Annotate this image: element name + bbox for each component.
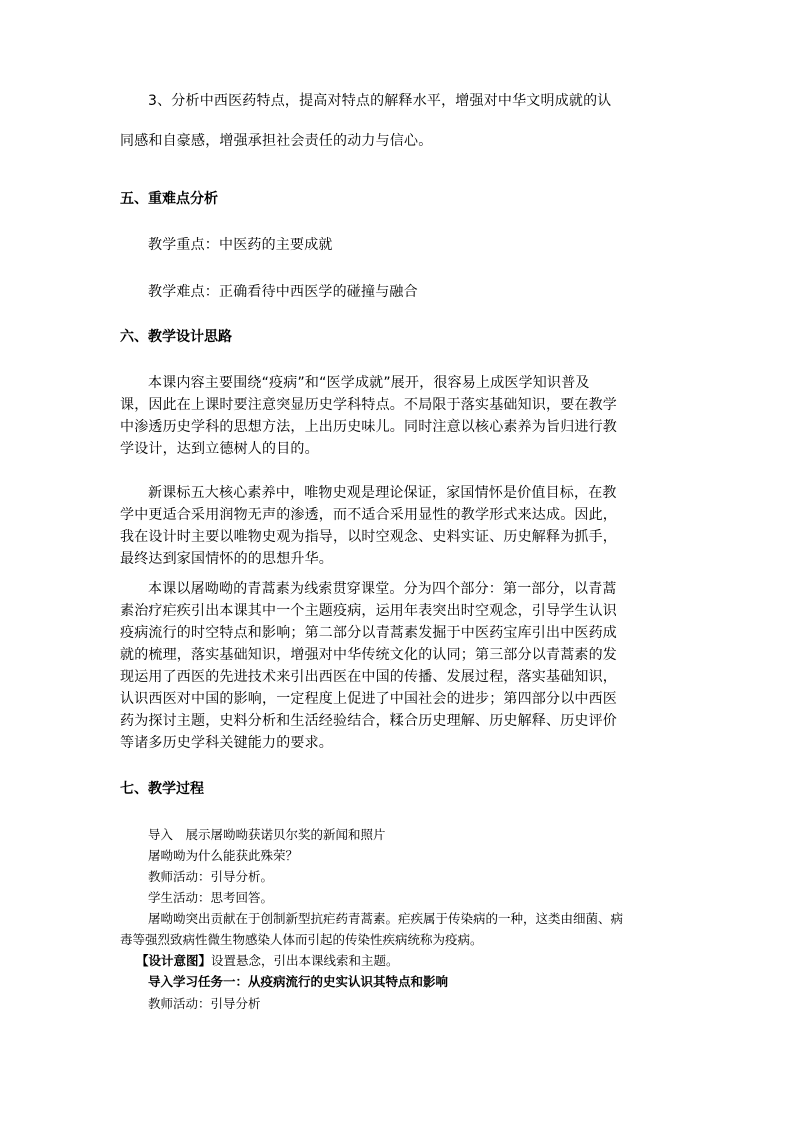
paragraph-1-line: 本课内容主要围绕“疫病”和“医学成就”展开，很容易上成医学知识普及 (148, 375, 590, 391)
paragraph-3-line: 本课以屠呦呦的青蒿素为线索贯穿课堂。分为四个部分：第一部分，以青蒿 (148, 581, 617, 597)
paragraph-1-line: 课，因此在上课时要注意突显历史学科特点。不局限于落实基础知识，要在教学 (120, 397, 617, 413)
design-intent-text: 设置悬念，引出本课线索和主题。 (211, 953, 399, 968)
section-6-heading: 六、教学设计思路 (120, 329, 232, 345)
paragraph-3-line: 就的梳理，落实基础知识，增强对中华传统文化的认同；第三部分以青蒿素的发 (120, 647, 617, 663)
explanation-line-1: 屠呦呦突出贡献在于创制新型抗疟药青蒿素。疟疾属于传染病的一种，这类由细菌、病 (148, 911, 624, 926)
explanation-line-2: 毒等强烈致病性微生物感染人体而引起的传染性疾病统称为疫病。 (120, 932, 483, 947)
intro-line: 导入 展示屠呦呦获诺贝尔奖的新闻和照片 (148, 827, 386, 842)
paragraph-2-line: 新课标五大核心素养中，唯物史观是理论保证，家国情怀是价值目标，在教 (148, 485, 617, 501)
intro-question: 屠呦呦为什么能获此殊荣？ (148, 848, 299, 863)
goal-3-line-2: 同感和自豪感，增强承担社会责任的动力与信心。 (120, 133, 433, 149)
paragraph-2-line: 最终达到家国情怀的的思想升华。 (120, 551, 333, 567)
section-7-heading: 七、教学过程 (120, 781, 204, 797)
paragraph-3-line: 等诸多历史学科关键能力的要求。 (120, 735, 333, 751)
goal-3-line-1: 3、分析中西医药特点，提高对特点的解释水平，增强对中华文明成就的认 (148, 93, 612, 109)
paragraph-2-line: 学中更适合采用润物无声的渗透，而不适合采用显性的教学形式来达成。因此， (120, 507, 617, 523)
design-intent (136, 952, 399, 969)
teacher-activity-2: 教师活动：引导分析 (148, 996, 261, 1011)
paragraph-3-line: 素治疗疟疾引出本课其中一个主题疫病，运用年表突出时空观念，引导学生认识 (120, 603, 617, 619)
paragraph-3-line: 药为探讨主题，史料分析和生活经验结合，糅合历史理解、历史解释、历史评价 (120, 713, 617, 729)
paragraph-2-line: 我在设计时主要以唯物史观为指导，以时空观念、史料实证、历史解释为抓手， (120, 529, 617, 545)
design-intent-label: 【设计意图】 (136, 953, 212, 968)
paragraph-3-line: 现运用了西医的先进技术来引出西医在中国的传播、发展过程，落实基础知识， (120, 669, 617, 685)
paragraph-1-line: 学设计，达到立德树人的目的。 (120, 441, 319, 457)
paragraph-3-line: 疫病流行的时空特点和影响；第二部分以青蒿素发掘于中医药宝库引出中医药成 (120, 625, 617, 641)
paragraph-3-line: 认识西医对中国的影响，一定程度上促进了中国社会的进步；第四部分以中西医 (120, 691, 617, 707)
section-5-heading: 五、重难点分析 (120, 191, 218, 207)
key-point: 教学重点：中医药的主要成就 (148, 237, 333, 253)
learning-task-1: 导入学习任务一：从疫病流行的史实认识其特点和影响 (148, 974, 449, 989)
student-activity: 学生活动：思考回答。 (148, 890, 274, 905)
teacher-activity: 教师活动：引导分析。 (148, 869, 274, 884)
paragraph-1-line: 中渗透历史学科的思想方法，上出历史味儿。同时注意以核心素养为旨归进行教 (120, 419, 617, 435)
difficult-point: 教学难点：正确看待中西医学的碰撞与融合 (148, 284, 418, 300)
